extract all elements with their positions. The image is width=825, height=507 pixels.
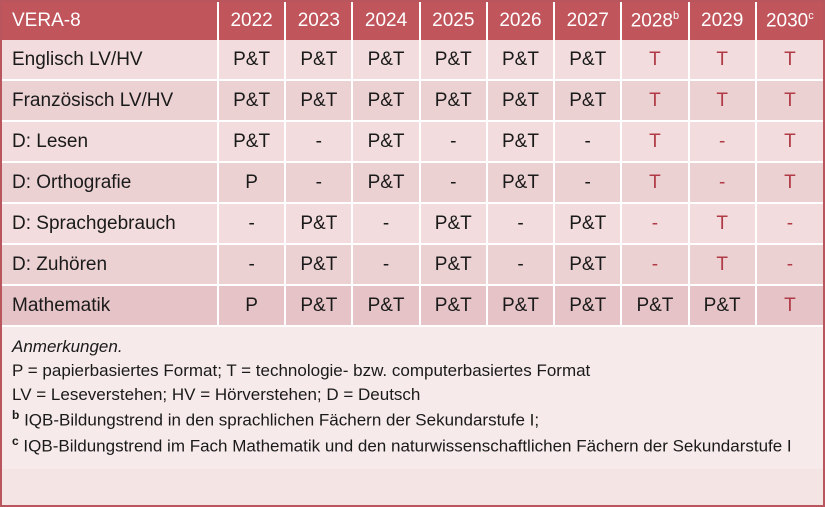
year-label: 2023 <box>297 10 340 31</box>
column-header-year-2022 <box>218 2 285 40</box>
table-corner-label: VERA-8 <box>2 2 218 40</box>
cell-sprachgebrauch-2022: - <box>218 203 285 244</box>
column-header-year-2029 <box>689 2 756 40</box>
cell-franzoesisch-2029: T <box>689 80 756 121</box>
table-header <box>2 2 823 40</box>
column-header-year-2023 <box>285 2 352 40</box>
cell-lesen-2022: P&T <box>218 121 285 162</box>
cell-zuhoeren-2030: - <box>756 244 823 285</box>
cell-englisch-2027: P&T <box>554 40 621 80</box>
table-row <box>2 203 823 244</box>
cell-englisch-2030: T <box>756 40 823 80</box>
table-row <box>2 121 823 162</box>
cell-mathematik-2030: T <box>756 285 823 325</box>
cell-sprachgebrauch-2029: T <box>689 203 756 244</box>
cell-englisch-2028: T <box>621 40 688 80</box>
cell-englisch-2022: P&T <box>218 40 285 80</box>
cell-franzoesisch-2024: P&T <box>352 80 419 121</box>
cell-englisch-2023: P&T <box>285 40 352 80</box>
cell-sprachgebrauch-2024: - <box>352 203 419 244</box>
footnote-b <box>12 407 813 433</box>
column-header-year-2027 <box>554 2 621 40</box>
year-label: 2029 <box>701 10 744 31</box>
cell-mathematik-2027: P&T <box>554 285 621 325</box>
cell-sprachgebrauch-2030: - <box>756 203 823 244</box>
year-label: 2024 <box>364 10 408 31</box>
notes-line-abbreviations: LV = Leseverstehen; HV = Hörverstehen; D = Deutsch <box>12 385 421 405</box>
row-label-orthografie: D: Orthografie <box>2 162 218 203</box>
cell-lesen-2029: - <box>689 121 756 162</box>
cell-sprachgebrauch-2026: - <box>487 203 554 244</box>
column-header-year-2026 <box>487 2 554 40</box>
cell-zuhoeren-2027: P&T <box>554 244 621 285</box>
cell-lesen-2028: T <box>621 121 688 162</box>
cell-mathematik-2023: P&T <box>285 285 352 325</box>
cell-lesen-2023: - <box>285 121 352 162</box>
row-label-englisch: Englisch LV/HV <box>2 40 218 80</box>
cell-franzoesisch-2027: P&T <box>554 80 621 121</box>
cell-mathematik-2022: P <box>218 285 285 325</box>
table-row <box>2 285 823 325</box>
footnote-marker-c: c <box>808 9 814 22</box>
footnote-c-text: IQB-Bildungstrend im Fach Mathematik und den naturwissenschaftlichen Fächern der Sekundarstufe I <box>23 436 792 456</box>
cell-zuhoeren-2024: - <box>352 244 419 285</box>
cell-orthografie-2027: - <box>554 162 621 203</box>
cell-orthografie-2026: P&T <box>487 162 554 203</box>
cell-zuhoeren-2022: - <box>218 244 285 285</box>
cell-lesen-2024: P&T <box>352 121 419 162</box>
cell-englisch-2026: P&T <box>487 40 554 80</box>
cell-mathematik-2029: P&T <box>689 285 756 325</box>
table-row <box>2 244 823 285</box>
year-label: 2022 <box>230 10 273 31</box>
row-label-mathematik: Mathematik <box>2 285 218 325</box>
column-header-year-2024 <box>352 2 419 40</box>
cell-zuhoeren-2026: - <box>487 244 554 285</box>
cell-orthografie-2025: - <box>420 162 487 203</box>
year-label: 2025 <box>432 10 475 31</box>
table-row <box>2 162 823 203</box>
cell-lesen-2025: - <box>420 121 487 162</box>
year-label: 2026 <box>499 10 542 31</box>
table-row <box>2 40 823 80</box>
footnote-c <box>12 433 813 459</box>
cell-franzoesisch-2025: P&T <box>420 80 487 121</box>
cell-orthografie-2022: P <box>218 162 285 203</box>
cell-englisch-2024: P&T <box>352 40 419 80</box>
footnote-marker-b: b <box>673 9 680 22</box>
cell-orthografie-2030: T <box>756 162 823 203</box>
cell-lesen-2027: - <box>554 121 621 162</box>
notes-line-formats: P = papierbasiertes Format; T = technologie- bzw. computerbasiertes Format <box>12 361 591 381</box>
cell-sprachgebrauch-2028: - <box>621 203 688 244</box>
row-label-zuhoeren: D: Zuhören <box>2 244 218 285</box>
cell-englisch-2025: P&T <box>420 40 487 80</box>
cell-lesen-2026: P&T <box>487 121 554 162</box>
row-label-lesen: D: Lesen <box>2 121 218 162</box>
cell-orthografie-2029: - <box>689 162 756 203</box>
year-label: 2030 <box>765 10 809 32</box>
vera8-schedule-table <box>2 2 823 325</box>
cell-orthografie-2028: T <box>621 162 688 203</box>
cell-mathematik-2028: P&T <box>621 285 688 325</box>
cell-franzoesisch-2022: P&T <box>218 80 285 121</box>
footnote-marker-c-text: c <box>12 434 19 449</box>
table-row <box>2 80 823 121</box>
notes-heading: Anmerkungen. <box>12 337 123 356</box>
column-header-year-2030 <box>756 2 823 40</box>
footnote-b-text: IQB-Bildungstrend in den sprachlichen Fächern der Sekundarstufe I; <box>24 411 540 431</box>
cell-sprachgebrauch-2025: P&T <box>420 203 487 244</box>
cell-mathematik-2024: P&T <box>352 285 419 325</box>
cell-zuhoeren-2028: - <box>621 244 688 285</box>
cell-zuhoeren-2025: P&T <box>420 244 487 285</box>
column-header-year-2028 <box>621 2 688 40</box>
cell-englisch-2029: T <box>689 40 756 80</box>
cell-sprachgebrauch-2027: P&T <box>554 203 621 244</box>
table-body <box>2 40 823 325</box>
cell-orthografie-2024: P&T <box>352 162 419 203</box>
cell-franzoesisch-2023: P&T <box>285 80 352 121</box>
row-label-sprachgebrauch: D: Sprachgebrauch <box>2 203 218 244</box>
table-notes <box>2 325 823 469</box>
cell-franzoesisch-2028: T <box>621 80 688 121</box>
table-header-row <box>2 2 823 40</box>
year-label: 2028 <box>630 10 673 32</box>
row-label-franzoesisch: Französisch LV/HV <box>2 80 218 121</box>
footnote-marker-b-text: b <box>12 408 20 423</box>
cell-orthografie-2023: - <box>285 162 352 203</box>
column-header-year-2025 <box>420 2 487 40</box>
cell-zuhoeren-2029: T <box>689 244 756 285</box>
cell-mathematik-2026: P&T <box>487 285 554 325</box>
cell-lesen-2030: T <box>756 121 823 162</box>
cell-franzoesisch-2030: T <box>756 80 823 121</box>
cell-mathematik-2025: P&T <box>420 285 487 325</box>
year-label: 2027 <box>566 10 609 31</box>
cell-franzoesisch-2026: P&T <box>487 80 554 121</box>
cell-zuhoeren-2023: P&T <box>285 244 352 285</box>
cell-sprachgebrauch-2023: P&T <box>285 203 352 244</box>
